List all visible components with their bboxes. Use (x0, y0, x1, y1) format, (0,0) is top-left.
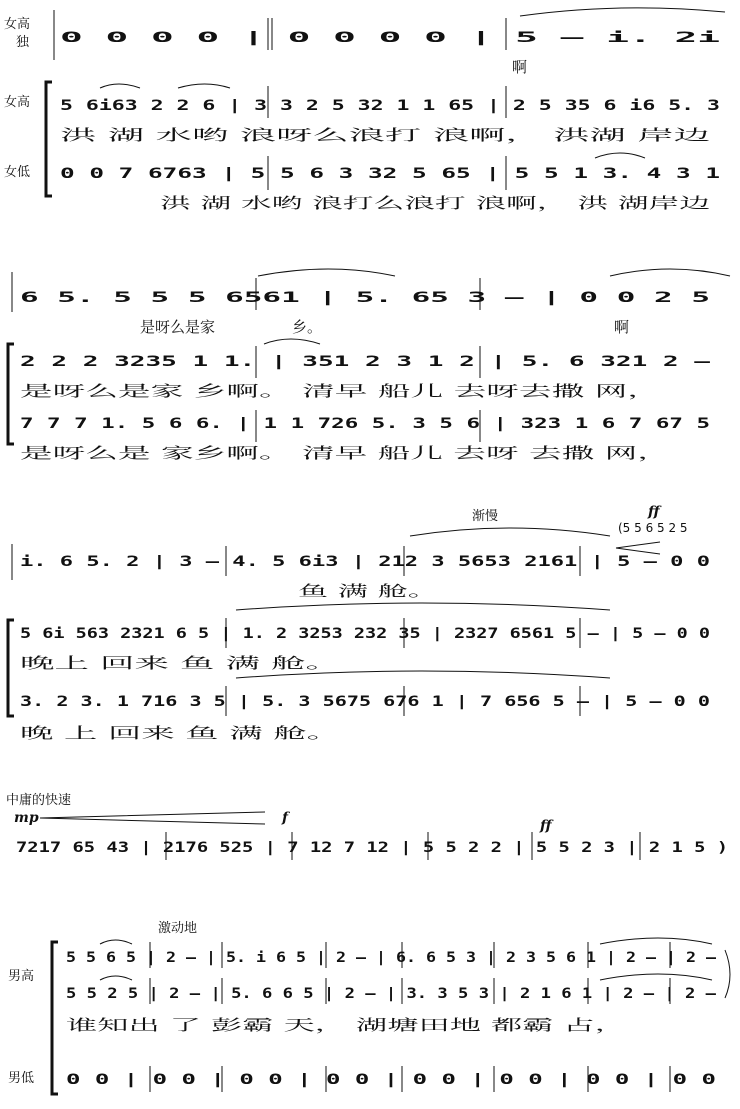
part-label-female-high: 女高 (4, 95, 31, 110)
solo-staff-2: 6 5. 5 5 5 6561 | 5. 65 3 – | 0 0 2 5 (20, 290, 710, 306)
solo-lyric-1: 啊 (512, 58, 528, 76)
male-high-staff-2: 5 5 2 5 | 2 – | 5. 6 6 5 | 2 – | 3. 3 5 3 | 2 1 6 1 | 2 – | 2 – (66, 986, 717, 1002)
solo-staff-3: i. 6 5. 2 | 3 – 4. 5 6i3 | 212 3 5653 2161 | 5 – 0 0 (20, 554, 710, 570)
male-low-staff: 0 0 | 0 0 | 0 0 | 0 0 | 0 0 | 0 0 | 0 0 | 0 0 (66, 1072, 716, 1088)
female-low-lyric-2: 是呀么是 家乡啊。 清早 船儿 去呀 去撒 网， (20, 444, 670, 462)
solo-lyric-2a: 是呀么是家 (140, 318, 216, 336)
dynamic-f: f (282, 810, 289, 826)
part-label-female-low: 女低 (4, 165, 31, 180)
system-5 (8, 920, 730, 1094)
female-high-staff-2: 2 2 2 3235 1 1. | 351 2 3 1 2 | 5. 6 321 2 – (20, 354, 712, 370)
system-2 (8, 269, 730, 462)
female-low-lyric-3: 晚 上 回来 鱼 满 舱。 (20, 724, 340, 742)
solo-lyric-2b: 乡。 (292, 318, 323, 336)
dynamic-mp: mp (14, 810, 39, 826)
female-low-staff-3: 3. 2 3. 1 716 3 5 | 5. 3 5675 676 1 | 7 656 5 – | 5 – 0 0 (20, 694, 710, 710)
system-3 (8, 504, 710, 742)
female-high-lyric-2: 是呀么是家 乡啊。 清早 船儿 去呀去撒 网， (20, 382, 660, 400)
female-low-staff-2: 7 7 7 1. 5 6 6. | 1 1 726 5. 3 5 6 | 323 1 6 7 67 5 (20, 416, 710, 432)
part-label-male-high: 男高 (8, 969, 35, 984)
solo-lyric-3: 鱼 满 舱。 (298, 582, 438, 600)
solo-staff-1: 0 0 0 0 | 0 0 0 0 | 5 – i. 2i (60, 30, 720, 46)
solo-lyric-2c: 啊 (614, 318, 630, 336)
system-1 (4, 8, 725, 212)
staff-bracket-3 (8, 620, 14, 716)
female-high-staff-3: 5 6i 563 2321 6 5 | 1. 2 3253 232 35 | 2327 6561 5 – | 5 – 0 0 (20, 626, 710, 642)
staff-bracket-5 (52, 942, 58, 1094)
female-high-lyric-3: 晚上 回来 鱼 满 舱。 (20, 654, 340, 672)
part-label-solo: 女高 (4, 17, 31, 32)
dynamic-ff-2: ff (540, 818, 552, 834)
part-label-solo-2: 独 (16, 35, 30, 50)
system-4 (6, 792, 728, 860)
expression-mark: 激动地 (158, 921, 198, 936)
part-label-male-low: 男低 (8, 1071, 35, 1086)
female-high-staff-1: 5 6i63 2 2 6 | 3 3 2 5 32 1 1 65 | 2 5 35 6 i6 5. 3 (60, 98, 720, 114)
male-lyric: 谁知出 了 彭霸 天， 湖塘田地 都霸 占， (66, 1016, 626, 1034)
dynamic-ff-1: ff (648, 504, 660, 520)
staff-bracket (46, 82, 52, 196)
bracket-notes: (5 5 6 5 2 5 (618, 521, 688, 535)
female-high-lyric-1: 洪 湖 水哟 浪呀么浪打 浪啊， 洪湖 岸边 (60, 126, 710, 144)
staff-bracket-2 (8, 344, 14, 444)
tempo-text: 中庸的快速 (6, 793, 72, 808)
female-low-lyric-1: 洪 湖 水哟 浪打么浪打 浪啊， 洪 湖岸边 (160, 194, 710, 212)
tempo-mark-rit: 渐慢 (472, 509, 499, 524)
male-high-staff-1: 5 5 6 5 | 2 – | 5. i 6 5 | 2 – | 6. 6 5 3 | 2 3 5 6 1 | 2 – | 2 – (66, 950, 717, 966)
instrumental-staff: 7217 65 43 | 2176 525 | 7 12 7 12 | 5 5 2 2 | 5 5 2 3 | 2 1 5 ) (16, 840, 728, 856)
female-low-staff-1: 0 0 7 6763 | 5 5 6 3 32 5 65 | 5 5 1 3. 4 3 1 (60, 166, 720, 182)
